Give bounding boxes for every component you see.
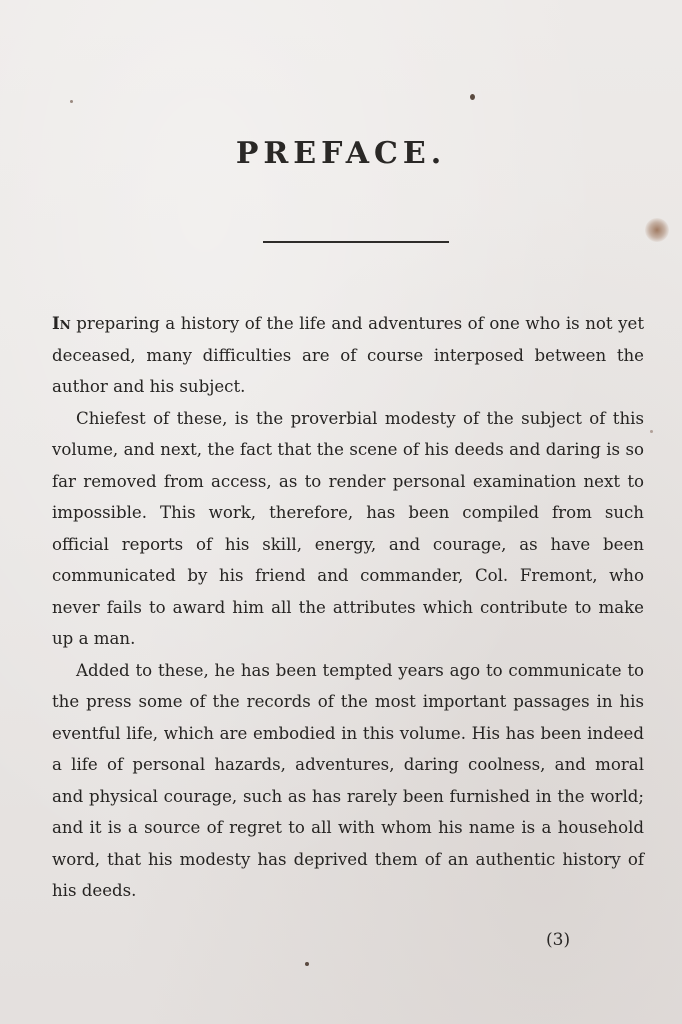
- preface-body: [52, 308, 644, 907]
- paragraph-3: Added to these, he has been tempted years ago to communicate to the press some of the records of the most important passages in his eventful life, which are embodied in this volume. His has been indeed a life of personal hazards, adventures, daring coolness, and moral and physical courage, such as has rarely been furnished in the world; and it is a source of regret to all with whom his name is a household word, that his modesty has deprived them of an authentic history of his deeds.: [52, 660, 644, 900]
- ink-speck: [650, 430, 653, 433]
- page-number: (3): [546, 930, 571, 950]
- paragraph-2: Chiefest of these, is the proverbial modesty of the subject of this volume, and next, the fact that the scene of his deeds and daring is so far removed from access, as to render personal examination next to impossible. This work, therefore, has been compiled from such official reports of his skill, energy, and courage, as have been communicated by his friend and commander, Col. Fremont, who never fails to award him all the attributes which contribute to make up a man.: [52, 408, 644, 648]
- ink-speck: [470, 94, 475, 100]
- ink-speck: [70, 100, 73, 103]
- page-title: PREFACE.: [235, 136, 447, 171]
- paragraph-1-text: preparing a history of the life and adventures of one who is not yet deceased, many difficulties are of course interposed between the author and his subject.: [52, 314, 644, 396]
- lead-word: In: [52, 313, 71, 333]
- title-rule: [263, 241, 449, 243]
- ink-speck: [305, 962, 309, 966]
- foxing-stain: [645, 218, 669, 242]
- paragraph-1: [52, 308, 644, 403]
